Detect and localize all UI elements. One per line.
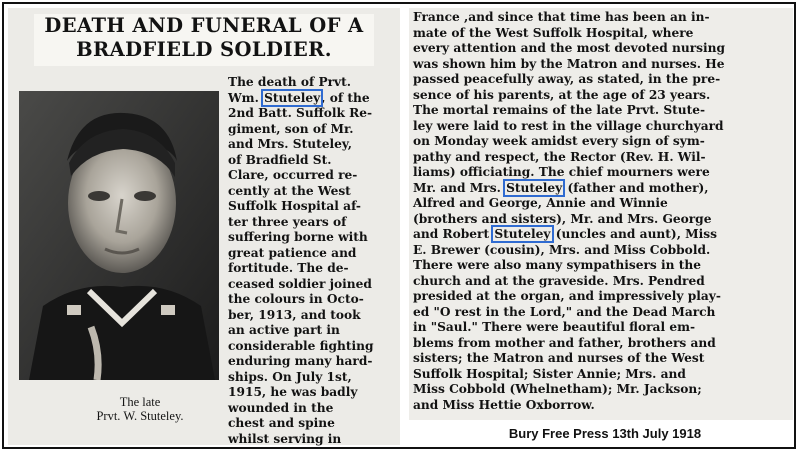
article-line xyxy=(413,382,791,398)
article-text: suffering borne with xyxy=(228,230,368,244)
article-text: of Bradfield St. xyxy=(228,152,332,167)
article-text: 2nd Batt. Suffolk Re- xyxy=(228,106,373,120)
article-line xyxy=(413,367,791,383)
article-text: The death of Prvt. xyxy=(228,75,351,89)
article-text: whilst serving in xyxy=(228,431,342,446)
article-line xyxy=(413,196,791,212)
article-text: Suffolk Hospital; Sister Annie; Mrs. and xyxy=(413,366,686,381)
article-line xyxy=(228,323,396,339)
article-text: an active part in xyxy=(228,323,340,337)
article-text: ships. On July 1st, xyxy=(228,369,352,384)
article-left-column xyxy=(228,75,396,447)
article-text: pathy and respect, the Rector (Rev. H. Wil- xyxy=(413,149,706,164)
article-text: The mortal remains of the late Prvt. Stute- xyxy=(413,103,706,117)
article-line xyxy=(413,181,791,197)
article-text: liams) officiating. The chief mourners were xyxy=(413,165,710,179)
article-line xyxy=(413,305,791,321)
article-line xyxy=(413,289,791,305)
article-line xyxy=(228,370,396,386)
article-line xyxy=(413,57,791,73)
soldier-portrait xyxy=(19,91,219,380)
article-line xyxy=(228,184,396,200)
article-line xyxy=(413,274,791,290)
source-citation: Bury Free Press 13th July 1918 xyxy=(508,426,702,441)
article-text: Alfred and George, Annie and Winnie xyxy=(413,196,668,210)
article-text: Mr. and Mrs. xyxy=(413,180,506,195)
article-text: E. Brewer (cousin), Mrs. and Miss Cobbold. xyxy=(413,242,711,257)
article-text: ber, 1913, and took xyxy=(228,307,361,322)
article-line xyxy=(413,103,791,119)
article-line xyxy=(228,199,396,215)
article-line xyxy=(228,401,396,417)
article-text: on Monday week amidst every sign of sym- xyxy=(413,134,705,148)
article-text: (brothers and sisters), Mr. and Mrs. George xyxy=(413,211,712,226)
article-text: mate of the West Suffolk Hospital, where xyxy=(413,25,694,40)
article-line xyxy=(228,230,396,246)
headline xyxy=(34,14,374,66)
article-line xyxy=(413,41,791,57)
article-text: cently at the West xyxy=(228,183,351,198)
article-text: the colours in Octo- xyxy=(228,292,364,306)
article-text: ceased soldier joined xyxy=(228,276,372,291)
article-text: and Miss Hettie Oxborrow. xyxy=(413,397,595,412)
photo-caption xyxy=(60,395,220,423)
article-right-column xyxy=(413,10,791,413)
article-text: fortitude. The de- xyxy=(228,261,349,275)
article-line xyxy=(228,153,396,169)
article-text: France ,and since that time has been an in- xyxy=(413,10,710,24)
article-line xyxy=(413,243,791,259)
article-line xyxy=(228,416,396,432)
article-line xyxy=(413,72,791,88)
article-line xyxy=(228,277,396,293)
article-text: (father and mother), xyxy=(563,180,709,195)
article-line xyxy=(228,75,396,91)
article-text: giment, son of Mr. xyxy=(228,121,354,136)
article-line xyxy=(413,320,791,336)
article-line xyxy=(413,227,791,243)
headline-line: BRADFIELD SOLDIER. xyxy=(76,38,332,61)
article-line xyxy=(413,26,791,42)
article-text: chest and spine xyxy=(228,416,335,430)
article-text: There were also many sympathisers in the xyxy=(413,258,702,272)
article-line xyxy=(228,308,396,324)
article-text: presided at the organ, and impressively play- xyxy=(413,289,721,303)
article-text: ter three years of xyxy=(228,214,347,229)
headline-line: DEATH AND FUNERAL OF A xyxy=(44,14,364,37)
article-line xyxy=(413,258,791,274)
article-text: sence of his parents, at the age of 23 years. xyxy=(413,87,711,102)
article-text: every attention and the most devoted nursing xyxy=(413,41,726,55)
article-text: ed "O rest in the Lord," and the Dead March xyxy=(413,304,716,319)
article-line xyxy=(413,150,791,166)
article-line xyxy=(228,122,396,138)
article-text: Suffolk Hospital af- xyxy=(228,199,361,213)
article-line xyxy=(228,137,396,153)
article-line xyxy=(228,91,396,107)
article-line xyxy=(228,385,396,401)
article-text: church and at the graveside. Mrs. Pendred xyxy=(413,273,705,288)
article-text: Wm. xyxy=(228,90,264,105)
article-text: was shown him by the Matron and nurses. He xyxy=(413,56,725,71)
highlighted-surname: Stuteley xyxy=(264,90,321,105)
highlighted-surname: Stuteley xyxy=(506,180,563,195)
article-text: Clare, occurred re- xyxy=(228,168,358,182)
photo-caption-line: The late xyxy=(119,395,161,409)
article-text: and Mrs. Stuteley, xyxy=(228,137,352,151)
article-line xyxy=(228,106,396,122)
article-text: in "Saul." There were beautiful floral em- xyxy=(413,320,696,334)
article-line xyxy=(413,212,791,228)
article-line xyxy=(413,134,791,150)
article-text: and Robert xyxy=(413,227,494,241)
article-line xyxy=(228,339,396,355)
article-line xyxy=(413,119,791,135)
article-text: sisters; the Matron and nurses of the West xyxy=(413,351,705,365)
article-text: 1915, he was badly xyxy=(228,385,358,399)
article-text: great patience and xyxy=(228,245,357,260)
article-line xyxy=(413,351,791,367)
article-text: blems from mother and father, brothers and xyxy=(413,335,716,350)
photo-caption-line: Prvt. W. Stuteley. xyxy=(96,409,184,423)
article-line xyxy=(413,165,791,181)
article-text: considerable fighting xyxy=(228,338,374,353)
article-line xyxy=(228,432,396,448)
article-line xyxy=(413,88,791,104)
article-line xyxy=(413,398,791,414)
article-text: ley were laid to rest in the village churchyard xyxy=(413,118,724,133)
article-text: enduring many hard- xyxy=(228,354,373,368)
article-line xyxy=(228,168,396,184)
soldier-portrait-image xyxy=(19,91,219,380)
article-text: wounded in the xyxy=(228,400,334,415)
article-line xyxy=(413,336,791,352)
article-line xyxy=(228,215,396,231)
article-line xyxy=(228,261,396,277)
article-line xyxy=(228,246,396,262)
article-line xyxy=(413,10,791,26)
highlighted-surname: Stuteley xyxy=(494,227,551,241)
article-text: (uncles and aunt), Miss xyxy=(551,227,718,241)
article-text: Miss Cobbold (Whelnetham); Mr. Jackson; xyxy=(413,382,702,396)
article-line xyxy=(228,354,396,370)
article-line xyxy=(228,292,396,308)
article-text: , of the xyxy=(321,90,370,105)
article-text: passed peacefully away, as stated, in the pre- xyxy=(413,72,721,86)
